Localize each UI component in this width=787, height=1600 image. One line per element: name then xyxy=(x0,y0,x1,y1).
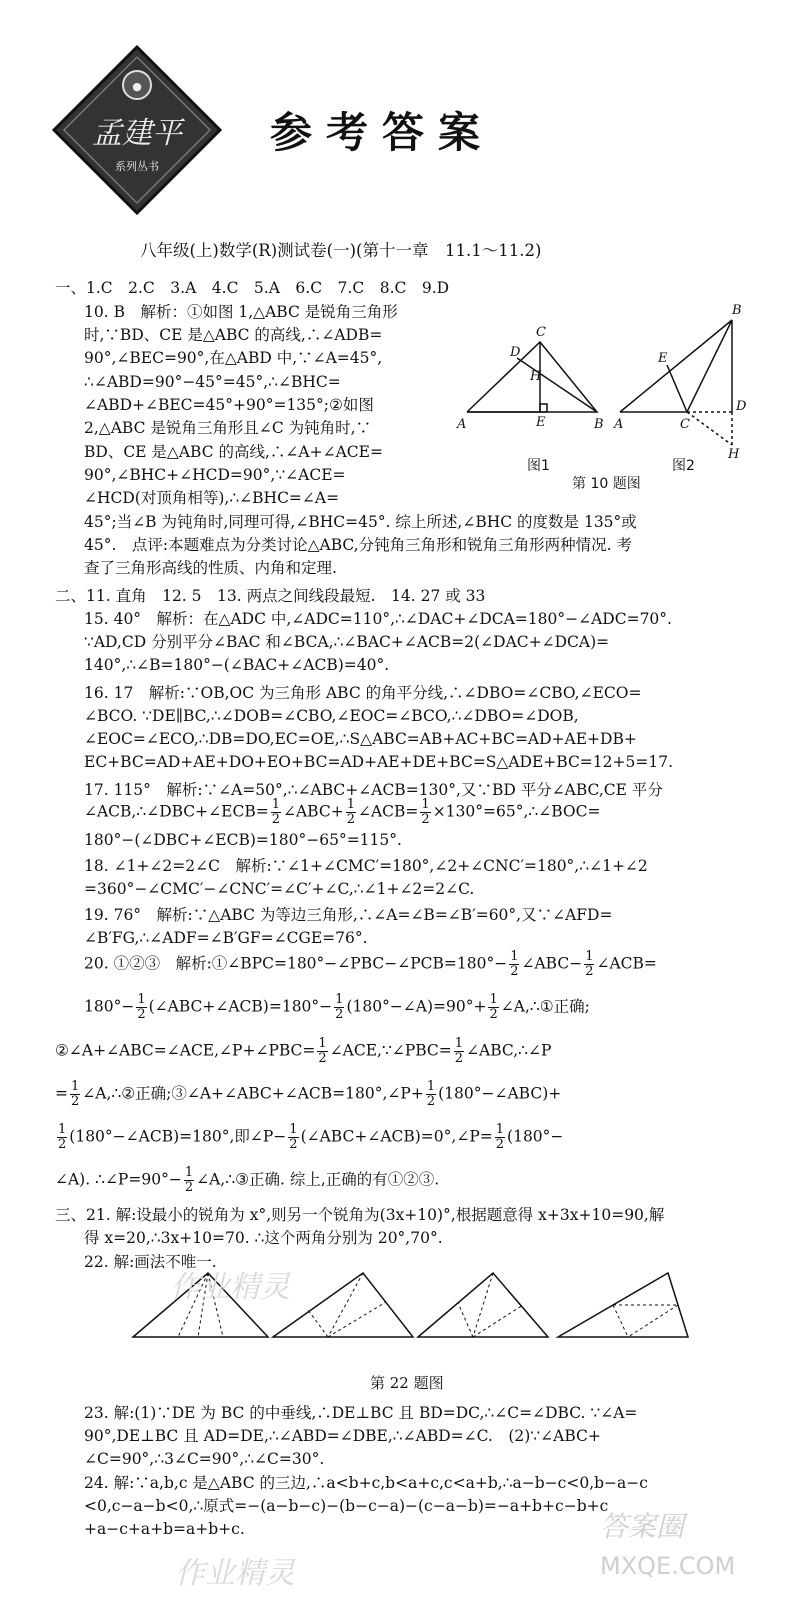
q20-line: = $\frac{1}{2}$ ∠A,∴②正确;③∠A+∠ABC+∠ACB=180°,∠P+ $\frac{1}{2}$ (180°−∠ABC)+ xyxy=(55,1079,562,1109)
watermark: MXQE.COM xyxy=(600,1552,736,1580)
q15-line: 140°,∴∠B=180°−(∠BAC+∠ACB)=40°. xyxy=(84,656,390,674)
q10-line: ∠HCD(对顶角相等),∴∠BHC=∠A= xyxy=(84,489,340,507)
q10-line: 查了三角形高线的性质、内角和定理. xyxy=(84,559,337,577)
section-heading: 八年级(上)数学(R)测试卷(一)(第十一章 11.1～11.2) xyxy=(140,241,542,260)
q17-line: 17. 115° 解析:∵∠A=50°,∴∠ABC+∠ACB=130°,又∵BD 平分∠ABC,CE 平分 xyxy=(84,781,663,799)
fig2-label: D xyxy=(736,399,747,414)
fig1-label: D xyxy=(510,345,521,360)
watermark: 作业精灵 xyxy=(170,1270,290,1305)
answers-1-9: 一、1.C 2.C 3.A 4.C 5.A 6.C 7.C 8.C 9.D xyxy=(55,279,450,297)
q15-line: 15. 40° 解析：在△ADC 中,∠ADC=110°,∴∠DAC+∠DCA=180°−∠ADC=70°. xyxy=(84,610,672,628)
logo-brand: 孟建平 xyxy=(92,116,182,151)
publisher-logo xyxy=(52,45,222,215)
q10-line: 90°,∠BHC+∠HCD=90°,∵∠ACE= xyxy=(84,466,346,484)
q20-line: ∠A). ∴∠P=90°− $\frac{1}{2}$ ∠A,∴③正确. 综上,正确的有①②③. xyxy=(55,1165,440,1195)
fraction: $\frac{1}{2}$ xyxy=(346,797,355,827)
q10-line: 时,∵BD、CE 是△ABC 的高线,∴∠ADB= xyxy=(84,326,383,344)
q17-line: ∠ACB,∴∠DBC+∠ECB= $\frac{1}{2}$ ∠ABC+ $\frac{1}{2}$ ∠ACB= $\frac{1}{2}$ ×130°=65°,∴∠BOC= xyxy=(84,797,601,827)
q19-line: ∠B′FG,∴∠ADF=∠B′GF=∠CGE=76°. xyxy=(84,929,368,947)
q22-line: 22. 解:画法不唯一. xyxy=(84,1253,217,1271)
watermark: 作业精灵 xyxy=(175,1556,295,1591)
fraction: $\frac{1}{2}$ xyxy=(421,797,430,827)
fig2-caption: 图2 xyxy=(672,458,695,474)
answers-11-14: 二、11. 直角 12. 5 13. 两点之间线段最短. 14. 27 或 33 xyxy=(55,587,486,605)
svg-text:●: ● xyxy=(132,80,142,93)
q24-line: 24. 解:∵a,b,c 是△ABC 的三边,∴a<b+c,b<a+c,c<a+b,∴a−b−c<0,b−a−c xyxy=(84,1474,648,1492)
fig10-caption: 第 10 题图 xyxy=(572,476,641,490)
fig1-label: E xyxy=(536,415,546,430)
q21-line: 三、21. 解:设最小的锐角为 x°,则另一个锐角为(3x+10)°,根据题意得 x+3x+10=90,解 xyxy=(55,1206,665,1224)
q10-line: 90°,∠BEC=90°,在△ABD 中,∵∠A=45°, xyxy=(84,349,383,367)
fig1-caption: 图1 xyxy=(527,458,550,474)
q20-line: 180°− $\frac{1}{2}$ (∠ABC+∠ACB)=180°− $\frac{1}{2}$ (180°−∠A)=90°+ $\frac{1}{2}$ ∠A,∴①正确; xyxy=(84,992,590,1022)
fig2-label: H xyxy=(728,447,740,462)
fig2-label: A xyxy=(614,417,624,432)
fig2-label: E xyxy=(658,351,668,366)
q17-line: 180°−(∠DBC+∠ECB)=180°−65°=115°. xyxy=(84,831,402,849)
q16-line: ∠BCO. ∵DE∥BC,∴∠DOB=∠CBO,∠EOC=∠BCO,∴∠DBO=∠DOB, xyxy=(84,707,579,725)
q23-line: 23. 解:(1)∵DE 为 BC 的中垂线,∴DE⊥BC 且 BD=DC,∴∠C=∠DBC. ∵∠A= xyxy=(84,1404,638,1422)
q22-caption: 第 22 题图 xyxy=(370,1374,444,1392)
q10-line: ∴∠ABD=90°−45°=45°,∴∠BHC= xyxy=(84,373,341,391)
q18-line: =360°−∠CMC′−∠CNC′=∠C′+∠C,∴∠1+∠2=2∠C. xyxy=(84,880,475,898)
q10-line: 10. B 解析：①如图 1,△ABC 是锐角三角形 xyxy=(84,303,398,321)
q20-line: ②∠A+∠ABC=∠ACE,∠P+∠PBC= $\frac{1}{2}$ ∠ACE,∵∠PBC= $\frac{1}{2}$ ∠ABC,∴∠P xyxy=(55,1036,552,1066)
q23-line: ∠C=90°,∴3∠C=90°,∴∠C=30°. xyxy=(84,1450,325,1468)
fig2-label: B xyxy=(732,303,742,318)
q10-line: 2,△ABC 是锐角三角形且∠C 为钝角时,∵ xyxy=(84,419,372,437)
q20-line: 20. ①②③ 解析:①∠BPC=180°−∠PBC−∠PCB=180°− $\frac{1}{2}$ ∠ABC− $\frac{1}{2}$ ∠ACB= xyxy=(84,949,657,979)
q15-line: ∵AD,CD 分别平分∠BAC 和∠BCA,∴∠BAC+∠ACB=2(∠DAC+∠DCA)= xyxy=(84,633,610,651)
fig1-label: A xyxy=(457,417,467,432)
q10-line: 45°;当∠B 为钝角时,同理可得,∠BHC=45°. 综上所述,∠BHC 的度数是 135°或 xyxy=(84,513,637,531)
q24-line: <0,c−a−b<0,∴原式=−(a−b−c)−(b−c−a)−(c−a−b)=−a+b+c−b+c xyxy=(84,1497,609,1515)
fig1-label: B xyxy=(594,417,604,432)
q16-line: EC+BC=AD+AE+DO+EO+BC=AD+AE+DE+BC=S△ADE+BC=12+5=17. xyxy=(84,753,673,771)
fig2-label: C xyxy=(680,417,690,432)
page-title: 参考答案 xyxy=(270,108,495,157)
q19-line: 19. 76° 解析:∵△ABC 为等边三角形,∴∠A=∠B=∠B′=60°,又∵∠AFD= xyxy=(84,906,613,924)
q10-line: BD、CE 是△ABC 的高线,∴∠A+∠ACE= xyxy=(84,443,383,461)
q16-line: 16. 17 解析:∵OB,OC 为三角形 ABC 的角平分线,∴∠DBO=∠CBO,∠ECO= xyxy=(84,684,642,702)
fig1-label: H xyxy=(530,369,542,384)
q10-figure xyxy=(452,300,752,490)
fraction: $\frac{1}{2}$ xyxy=(271,797,280,827)
q10-line: 45°. 点评:本题难点为分类讨论△ABC,分钝角三角形和锐角三角形两种情况. 考 xyxy=(84,536,633,554)
fig1-label: C xyxy=(536,325,546,340)
q23-line: 90°,DE⊥BC 且 AD=DE,∴∠ABD=∠DBE,∴∠ABD=∠C. (2)∵∠ABC+ xyxy=(84,1427,601,1445)
q18-line: 18. ∠1+∠2=2∠C 解析:∵∠1+∠CMC′=180°,∠2+∠CNC′=180°,∴∠1+∠2 xyxy=(84,857,648,875)
watermark: 答案圈 xyxy=(600,1510,685,1543)
q16-line: ∠EOC=∠ECO,∴DB=DO,EC=OE,∴S△ABC=AB+AC+BC=AD+AE+DB+ xyxy=(84,730,637,748)
q10-line: ∠ABD+∠BEC=45°+90°=135°;②如图 xyxy=(84,396,374,414)
q21-line: 得 x=20,∴3x+10=70. ∴这个两角分别为 20°,70°. xyxy=(84,1229,443,1247)
q24-line: +a−c+a+b=a+b+c. xyxy=(84,1520,245,1538)
logo-series: 系列丛书 xyxy=(115,160,159,173)
q20-line: $\frac{1}{2}$ (180°−∠ACB)=180°,即∠P− $\frac{1}{2}$ (∠ABC+∠ACB)=0°,∠P= $\frac{1}{2}$ (180°− xyxy=(58,1122,564,1152)
